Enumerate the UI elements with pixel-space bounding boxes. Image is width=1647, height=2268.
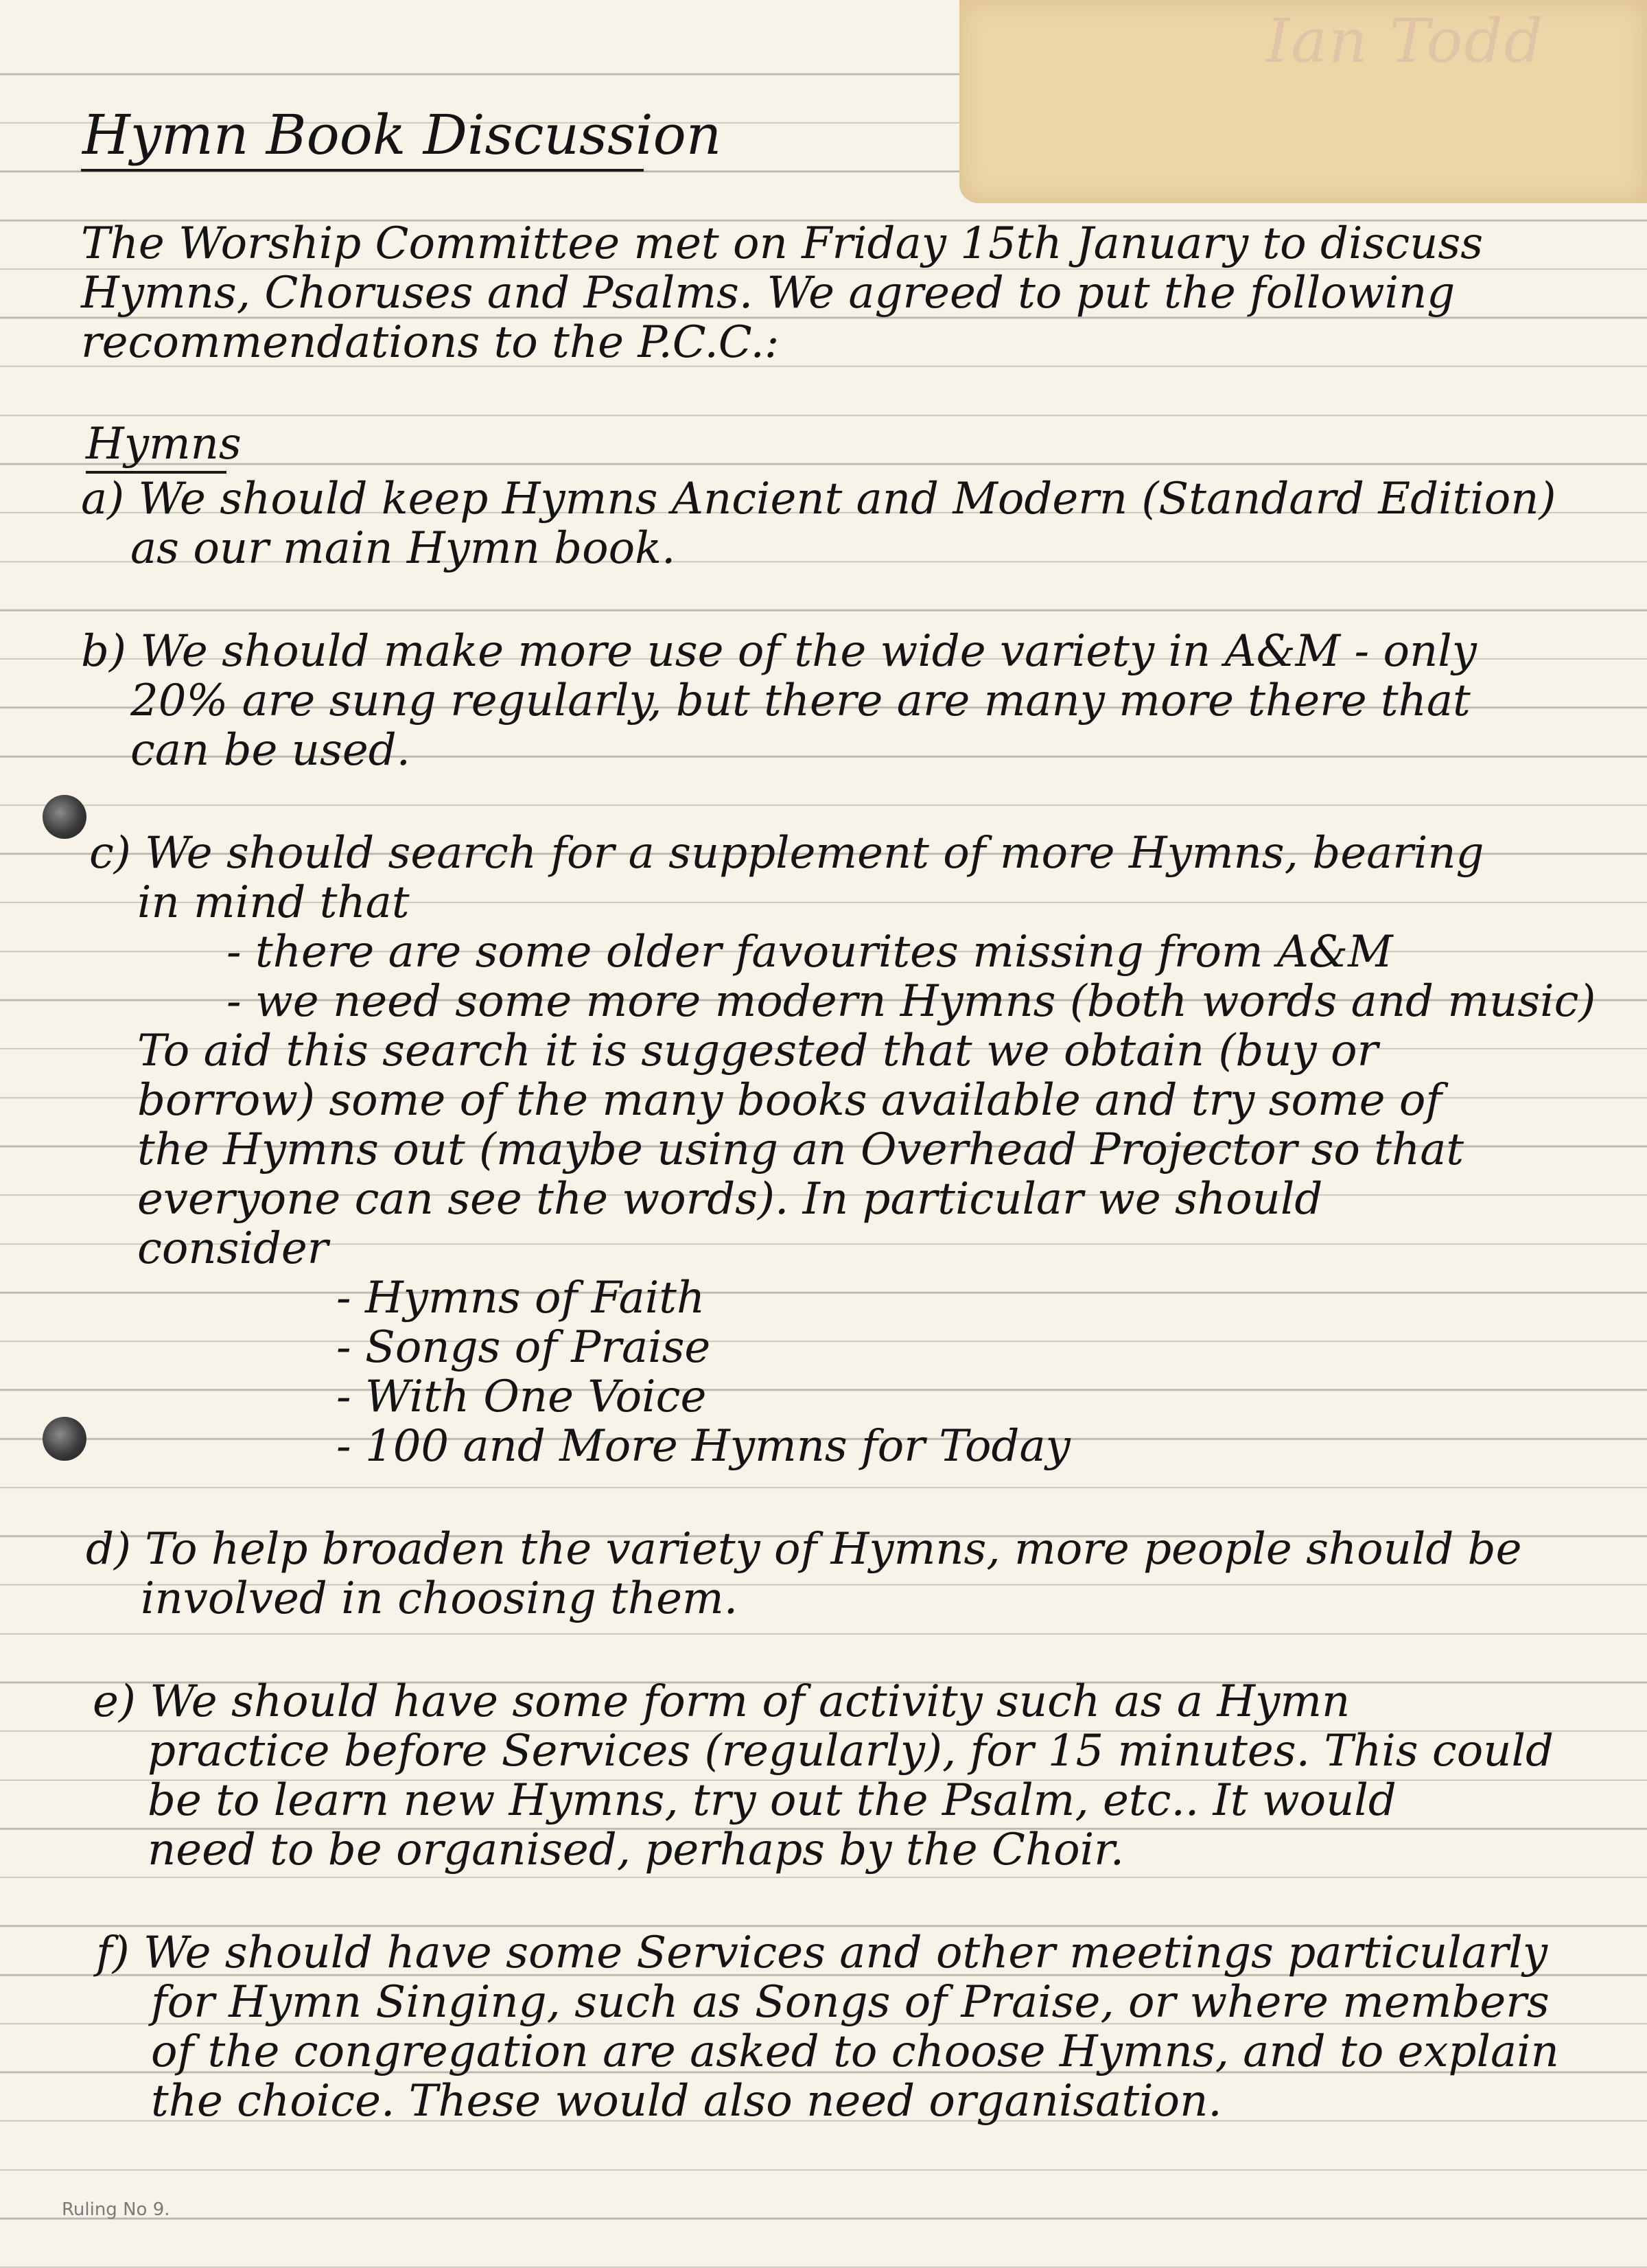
punch-hole: [43, 795, 86, 839]
book-list-item: - With One Voice: [336, 1372, 707, 1422]
item-b-line: 20% are sung regularly, but there are many more there that: [130, 675, 1471, 726]
item-a-line: a) We should keep Hymns Ancient and Modern (Standard Edition): [81, 474, 1556, 524]
item-b-line: b) We should make more use of the wide variety in A&M - only: [81, 626, 1477, 677]
punch-hole: [43, 1417, 86, 1461]
item-b-line: can be used.: [130, 725, 410, 776]
item-f-line: the choice. These would also need organisation.: [151, 2076, 1222, 2127]
item-e-line: need to be organised, perhaps by the Choir.: [148, 1825, 1125, 1875]
item-d-line: involved in choosing them.: [141, 1573, 738, 1624]
item-c-line: - we need some more modern Hymns (both words and music): [226, 976, 1596, 1027]
item-f-line: for Hymn Singing, such as Songs of Praise, or where members: [151, 1977, 1550, 2028]
item-c-line: - there are some older favourites missing from A&M: [226, 927, 1393, 977]
intro-line: recommendations to the P.C.C.:: [81, 317, 780, 368]
intro-line: The Worship Committee met on Friday 15th January to discuss: [81, 218, 1484, 269]
item-d-line: d) To help broaden the variety of Hymns, more people should be: [86, 1524, 1522, 1575]
item-c-line: To aid this search it is suggested that we obtain (buy or: [137, 1026, 1379, 1076]
item-c-line: everyone can see the words). In particular we should: [137, 1174, 1323, 1225]
book-list-item: - Songs of Praise: [336, 1322, 711, 1373]
page-title: Hymn Book Discussion: [82, 103, 722, 167]
item-c-line: the Hymns out (maybe using an Overhead Projector so that: [137, 1124, 1464, 1175]
item-c-line: consider: [137, 1223, 329, 1274]
intro-line: Hymns, Choruses and Psalms. We agreed to put the following: [81, 268, 1456, 319]
paper-ruling-label: Ruling No 9.: [62, 2199, 170, 2220]
item-e-line: practice before Services (regularly), for 15 minutes. This could: [148, 1726, 1554, 1777]
title-underline: [81, 169, 644, 172]
item-a-line: as our main Hymn book.: [130, 523, 676, 574]
sticker-label: Ian Todd: [1265, 5, 1544, 76]
item-e-line: e) We should have some form of activity such as a Hymn: [93, 1676, 1351, 1727]
section-heading-hymns: Hymns: [86, 419, 242, 470]
label-sticker: [959, 0, 1647, 203]
item-e-line: be to learn new Hymns, try out the Psalm, etc.. It would: [148, 1775, 1397, 1826]
item-c-line: c) We should search for a supplement of more Hymns, bearing: [89, 828, 1484, 879]
item-f-line: f) We should have some Services and other meetings particularly: [96, 1928, 1548, 1978]
book-list-item: - Hymns of Faith: [336, 1273, 705, 1323]
book-list-item: - 100 and More Hymns for Today: [336, 1421, 1071, 1472]
item-c-line: borrow) some of the many books available and try some of: [137, 1075, 1442, 1126]
item-c-line: in mind that: [137, 877, 410, 928]
item-f-line: of the congregation are asked to choose Hymns, and to explain: [151, 2026, 1559, 2077]
